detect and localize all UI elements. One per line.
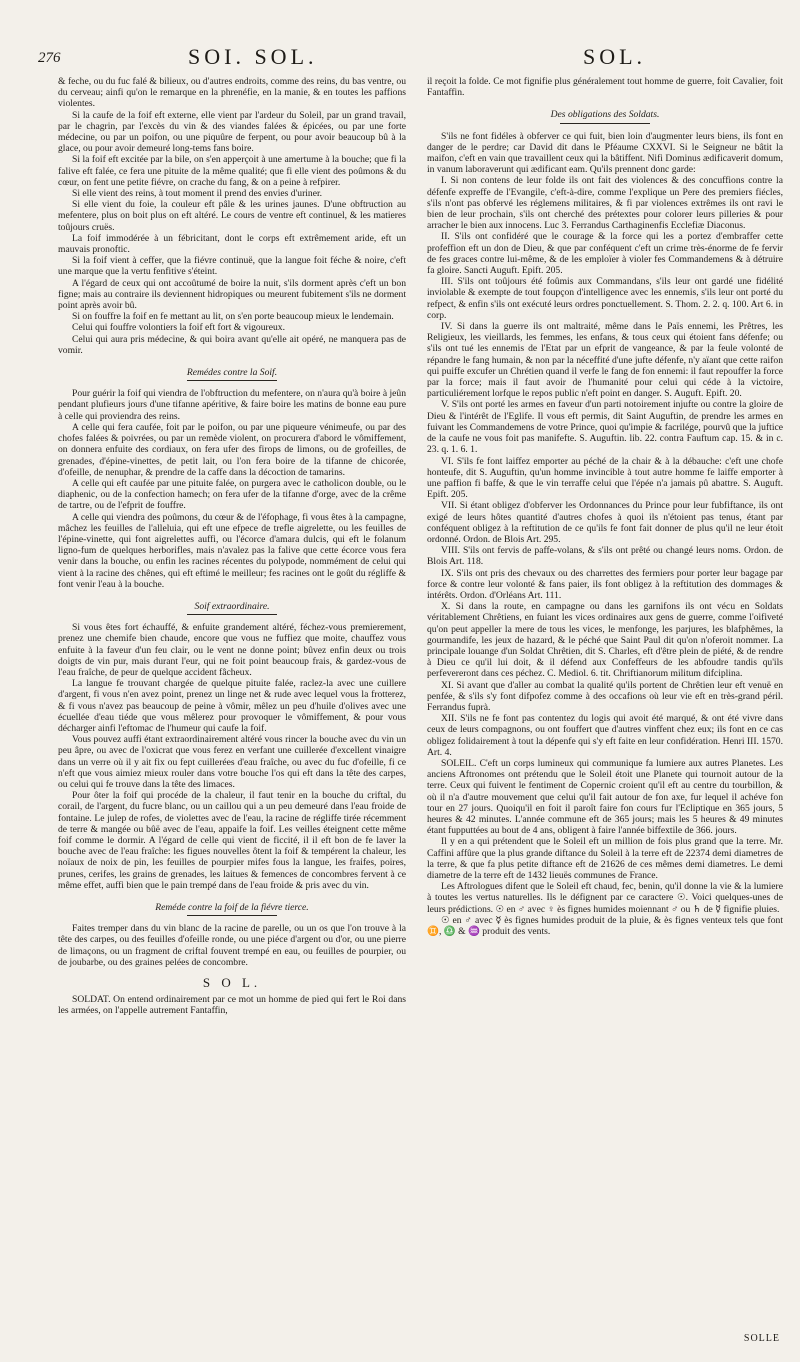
paragraph: SOLEIL. C'eft un corps lumineux qui communique fa lumiere aux autres Planetes. Les anciens Aftronomes ont prétendu que le Soleil étoit une Planete qui tournoit autour de la terre. Ceux qui fuivent le fentiment de Copernic croient qu'il eft au centre du tourbillon, & où il n'a d'autre mouvement que celui qu'il fait autour de fon axe, fur lequel il achéve fon tour en 27 jours. Quoiqu'il en foit il paroît faire fon cours fur l'Ecliptique en 365 jours, 5 heures & 42 minutes. L'année commune eft de 365 jours; mais les 5 heures & 49 minutes étant fupputtées au bout de 4 ans, obligent à faire l'année biffextile de 366. jours. xyxy=(427,757,783,837)
paragraph: S'ils ne font fidéles à obferver ce qui fuit, bien loin d'augmenter leurs biens, ils font en danger de le perdre; car David dit dans le Pféaume CXXVI. Si le Seigneur ne bâtit la maifon, c'eft en vain que travaillent ceux qui la bâtiffent. Nifi Dominus ædificaverit domum, in vanum laboraverunt qui ædificant eam. Qu'ils prennent donc garde: xyxy=(427,130,783,176)
subheading-obligations: Des obligations des Soldats. xyxy=(427,109,783,123)
paragraph: Pour guérir la foif qui viendra de l'obftruction du mefentere, on n'aura qu'à boire à jeûn pendant plufieurs jours d'une tifanne apéritive, & faire boire les matins de bonne eau pure à celle qui proviendra des reins. xyxy=(58,388,406,422)
paragraph: X. Si dans la route, en campagne ou dans les garnifons ils ont vécu en Soldats véritablement Chrêtiens, en fuiant les vices ordinaires aux gens de guerre, comme l'oifiveté qu'on peut appeller la mere de tous les vices, le menfonge, les parjures, les blafphêmes, la gourmandife, les jeux de hazard, & le péché que Saint Paul dit qu'on n'oferoit nommer. La principale louange d'un Soldat Chrêtien, dit S. Charles, eft d'être plein de piété, & de rendre à Dieu ce qu'il lui doit, & il défend aux Confeffeurs de les abfoudre tandis qu'ils perfevereront dans ces péchez. C. Mediol. 6. tit. Chriftianorum militum difciplina. xyxy=(427,601,783,680)
subheading-rule xyxy=(560,123,650,124)
paragraph: Vous pouvez auffi étant extraordinairement altéré vous rincer la bouche avec du vin un peu âpre, ou avec de l'oxicrat que vous ferez en verfant une cuillerée d'excellent vinaigre dans un verre où il y ait fix ou fept cuillerées d'eau fraîche, ou avec du fuc d'ofeille, fi ce n'eft que vous aimiez mieux rouler dans votre bouche l'os qui eft dans la tête des carpes, ou celui qui fe trouve dans la tête des limaces. xyxy=(58,734,406,790)
subheading-rule xyxy=(187,614,277,615)
paragraph: Il y en a qui prétendent que le Soleil eft un million de fois plus grand que la terre. Mr. Caffini affûre que la plus grande diftance du Soleil à la terre eft de 22374 demi diametres de la terre, & que fa plus petite diftance eft de 21626 de ces mêmes demi diametres. Le demi diametre de la terre eft de 1432 lieuës communes de France. xyxy=(427,836,783,882)
paragraph: ☉ en ♂ avec ☿ ès fignes humides produit de la pluie, & ès fignes venteux tels que font ♊, ♎ & ♒ produit des vents. xyxy=(427,914,783,938)
paragraph: Si on fouffre la foif en fe mettant au lit, on s'en porte beaucoup mieux le lendemain. xyxy=(72,311,394,323)
paragraph: VIII. S'ils ont fervis de paffe-volans, & s'ils ont prêté ou changé leurs noms. Ordon. de Blois Art. 118. xyxy=(427,545,783,568)
paragraph: VI. S'ils fe font laiffez emporter au péché de la chair & à la débauche: c'eft une chofe honteufe, dit S. Auguftin, qu'un homme invincible à tout autre homme fe laiffe emporter à une paffion fi baffe, & que le vin terraffe celui que l'épée n'a jamais pû abattre. S. Auguft. Epift. 205. xyxy=(427,455,783,501)
paragraph: Faites tremper dans du vin blanc de la racine de parelle, ou un os que l'on trouve à la tête des carpes, ou des feuilles d'ofeille ronde, ou une piéce d'argent ou d'or, ou une pierre de limaçons, ou un fragment de criftal fouvent trempé en eau, ou feuilles de pourpier, ou de joubarbe, ou des graines pelées de concombre. xyxy=(58,923,406,968)
paragraph: & feche, ou du fuc falé & bilieux, ou d'autres endroits, comme des reins, du bas ventre, ou du cerveau; ainfi qu'on le remarque en la phrenéfie, en la manie, & en toutes les paffions violentes. xyxy=(58,76,406,110)
paragraph: I. Si non contens de leur folde ils ont fait des violences & des concuffions contre la défenfe expreffe de l'Evangile, c'eft-à-dire, comme l'explique un Pere des premiers fiécles, s'ils n'ont pas obfervé les réglemens militaires, & fi par violences extrêmes ils ont ravi le bien de leur prochain, s'ils ont cherché des prétextes pour colorer leurs pilleries & pour arracher le bien aux innocens. Luc 3. Ferrandus Carthaginenfis Ecclefiæ Diaconus. xyxy=(427,175,783,232)
paragraph: V. S'ils ont porté les armes en faveur d'un parti notoirement injufte ou contre la gloire de Dieu & l'intérêt de l'Eglife. Il vous eft permis, dit Saint Auguftin, de prendre les armes en fuivant les Commandemens de votre Prince, quoi qu'impie & facrilége, pourvû que la juftice de la caufe ne vous foit pas manifefte. S. Auguftin. lib. 22. contra Fauftum cap. 15. & in c. 23. q. 1. 6. 1. xyxy=(427,399,783,456)
paragraph: A celle qui fera caufée, foit par le poifon, ou par une piqueure vénimeufe, ou par des chofes falées & poivrées, ou par un remède violent, on procurera d'abord le vômiffement, on donnera enfuite des cordiaux, on fera ufer des firops de limons, ou de grofeilles, de grenades, d'épine-vinettes, de petit lait, ou l'on fera boire de la tifanne de chicorée, d'ofeille, de nenuphar, & prendre de la caffe dans la décoction de tamarins. xyxy=(58,421,406,478)
paragraph: Si vous êtes fort échauffé, & enfuite grandement altéré, féchez-vous premierement, prenez une chemife bien chaude, encore que vous ne fuffiez que moite, chauffez vous enfuite à la faveur d'un feu clair, ou le vent ne donne point; bûvez enfin deux ou trois doigts de vin pur, mais durant l'eur, qui ne foit point beaucoup frais, & gardez-vous de l'eau fraîche, de peur de quelque accident fâcheux. xyxy=(58,622,406,678)
subheading-rule xyxy=(187,380,277,381)
paragraph: Si la caufe de la foif eft externe, elle vient par l'ardeur du Soleil, par un grand travail, par le chagrin, par l'excès du vin & des viandes falées & épicées, ou par une forte médecine, ou par un poifon, ou une piquûre de ferpent, ou pour avoir beaucoup bû à la glace, ou pour avoir demeuré long-tems fans boire. xyxy=(58,109,406,155)
paragraph: La langue fe trouvant chargée de quelque pituite falée, raclez-la avec une cuillere d'argent, fi vous n'en avez point, prenez un linge net & rude avec lequel vous la frotterez, & fi vous n'avez pas beaucoup de peine à vômir, mêlez un peu d'huile d'olives avec une écuellée d'eau tiéde que vous mêlerez pour provoquer le vômiffement, & pour vous décharger ainfi l'eftomac de l'humeur qui caufe la foif. xyxy=(58,678,406,734)
page-number: 276 xyxy=(38,50,61,66)
paragraph: XI. Si avant que d'aller au combat la qualité qu'ils portent de Chrêtien leur eft venuë en penfée, & s'ils s'y font difpofez comme à des occafions où leur vie eft en très-grand péril. Ferrandus fuprà. xyxy=(427,679,783,713)
paragraph: A l'égard de ceux qui ont accoûtumé de boire la nuit, s'ils dorment après c'eft un bon figne; mais au contraire ils deviennent hidropiques ou meurent fubitement s'ils ne dorment point après avoir bû. xyxy=(58,277,406,312)
paragraph: Si elle vient du foie, la couleur eft pâle & les urines jaunes. D'une obftruction au mefentere, plus on boit plus on eft altéré. Le cours de ventre eft continuel, & les matieres toûjours cruës. xyxy=(58,199,406,233)
catchword: SOLLE xyxy=(743,1333,780,1344)
paragraph: Celui qui fouffre volontiers la foif eft fort & vigoureux. xyxy=(72,322,285,334)
paragraph: Celui qui aura pris médecine, & qui boira avant qu'elle ait opéré, ne manquera pas de vomir. xyxy=(58,333,406,356)
paragraph: A celle qui eft caufée par une pituite falée, on purgera avec le catholicon double, ou le diaphenic, ou de la confection hamech; on fera ufer de la tifanne d'orge, avec de la crême de tartre, ou de l'efprit de fouffre. xyxy=(58,477,406,512)
page-header xyxy=(38,44,772,72)
paragraph: VII. Si étant obligez d'obferver les Ordonnances du Prince pour leur fubfiftance, ils ont exigé de leurs hôtes quantité d'autres chofes à quoi ils n'étoient pas tenus, étant par conféquent obligez à la reftitution de ce qu'ils fe font fait donner de plus qu'il ne leur étoit ordonné. Ordon. de Blois Art. 295. xyxy=(427,500,783,545)
subheading-fievre-tierce: Reméde contre la foif de la fiévre tierce. xyxy=(58,902,406,916)
paragraph: XII. S'ils ne fe font pas contentez du logis qui avoit été marqué, & ont été vivre dans ceux de leurs compagnons, ou ont fouffert que d'autres vinffent chez eux; ils font en ce cas obligez folidairement à tout la dépenfe qui s'y eft faite en leur confidération. Henri III. 1570. Art. 4. xyxy=(427,713,783,758)
right-column xyxy=(427,76,783,1346)
paragraph: Pour ôter la foif qui procéde de la chaleur, il faut tenir en la bouche du criftal, du corail, de l'argent, du fucre blanc, ou un caillou qui a un peu demeuré dans l'eau froide de fontaine. Le julep de rofes, de violettes avec de l'eau, la racine de régliffe tirée récemment de terre & mangée ou bûë avec de l'eau, appaife la foif. Les veilles éteignent cette même foif comme le dormir. A l'égard de celle qui vient de ficcité, il il eft bon de fe laver la bouche avec de l'eau fraîche: les figues nouvelles ôtent la foif & tempérent la chaleur, les noïaux de noix de pin, les feuilles de pourpier mifes fous la langue, les fraifes, poires, prunes, cerifes, les grains de grenades, les laitues & femences de concombres fervent à ce même effet, auffi bien que le pain trempé dans de l'eau froide & pris avec du vin. xyxy=(58,790,406,891)
paragraph: IX. S'ils ont pris des chevaux ou des charrettes des fermiers pour porter leur bagage par force & contre leur volonté & fans paier, ils font obligez à la reftitution des dommages & intérêts. Ordon. d'Orléans Art. 111. xyxy=(427,567,783,601)
subheading-remedes: Remédes contre la Soif. xyxy=(58,367,406,381)
left-column xyxy=(58,76,406,1346)
paragraph: Si la foif eft excitée par la bile, on s'en apperçoit à une amertume à la bouche; que fi la falive eft falée, ce fera une pituite de la même qualité; que fi elle vient des poûmons & du cœur, on fent une petite fiévre, on crache du fang, & on a peine à refpirer. xyxy=(58,154,406,188)
paragraph: III. S'ils ont toûjours été foûmis aux Commandans, s'ils leur ont gardé une fidélité inviolable & exempte de tout foupçon d'intelligence avec les ennemis, s'ils leur ont porté du refpect, & enfin s'ils ont exécuté leurs ordres ponctuellement. S. Thom. 2. 2. q. 100. Art 6. in corp. xyxy=(427,276,783,321)
section-heading-sol: S O L. xyxy=(202,975,262,991)
paragraph: A celle qui viendra des poûmons, du cœur & de l'éfophage, fi vous êtes à la campagne, mâchez les feuilles de l'alleluia, qui eft une efpece de trefle aigrelette, ou les feuilles de l'épine-vinette, qui font aigrelettes auffi, ou l'écorce d'amara dulcis, qui eft le folanum ligno-fum de quelques herborifles, mais n'avalez pas la falive que cette écorce vous fera venir dans la bouche, ou enfin les racines récentes du polypode, nommément de celui qui vient à la racine des chênes, qui eft eftimé le meilleur; fes racines ont le goût du régliffe & font venir l'eau à la bouche. xyxy=(58,511,406,590)
paragraph: II. S'ils ont confidéré que le courage & la force qui les a portez d'embraffer cette profeffion eft un don de Dieu, & que par conféquent c'eft un crime très-énorme de fe fervir de fes graces contre lui-même, & de les emploïer à violer fes Commandemens & à détruire fa gloire. Sancti Auguft. Epift. 205. xyxy=(427,231,783,277)
paragraph: IV. Si dans la guerre ils ont maltraité, même dans le Païs ennemi, les Prêtres, les Religieux, les vieillards, les femmes, les enfans, & tous ceux qui étoient fans défenfe; ou s'ils ont tué les ennemis de l'Etat par un efprit de vangeance, & par la feule volonté de répandre le fang humain, & non par la néceffité d'une jufte défenfe, n'y aïant que cette raifon qui puiffe excufer un Chrétien quand il verfe le fang de fon ennemi: il faut repouffer la force par la force; mais il faut avoir de l'humanité pour celui qui céde à la victoire, particuliérement lorfque le repos public n'eft point en danger. S. Auguft. Epift. 20. xyxy=(427,321,783,400)
paragraph: La foif immodérée à un fébricitant, dont le corps eft extrêmement aride, eft un mauvais pronoftic. xyxy=(58,232,406,256)
paragraph: il reçoit la folde. Ce mot fignifie plus généralement tout homme de guerre, foit Cavalier, foit Fantaffin. xyxy=(427,76,783,99)
subheading-soif-extraordinaire: Soif extraordinaire. xyxy=(58,601,406,615)
paragraph: Si elle vient des reins, à tout moment il prend des envies d'uriner. xyxy=(72,188,323,200)
running-head-left: SOI. SOL. xyxy=(188,44,318,69)
paragraph: Si la foif vient à ceffer, que la fiévre continuë, que la langue foit féche & noire, c'eft une marque que la vertu fenfitive s'éteint. xyxy=(58,255,406,278)
subheading-rule xyxy=(187,915,277,916)
running-head-right: SOL. xyxy=(583,44,647,69)
paragraph: Les Aftrologues difent que le Soleil eft chaud, fec, benin, qu'il donne la vie & la lumiere à toutes les vertus naturelles. Ils le défignent par ce caractere ☉. Voici quelques-unes de leurs prédictions. ☉ en ♂ avec ♀ ès fignes humides moiennant ♂ ou ♄ de ☿ fignifie pluies. xyxy=(427,881,783,915)
paragraph: SOLDAT. On entend ordinairement par ce mot un homme de pied qui fert le Roi dans les armées, on l'appelle autrement Fantaffin, xyxy=(58,994,406,1017)
